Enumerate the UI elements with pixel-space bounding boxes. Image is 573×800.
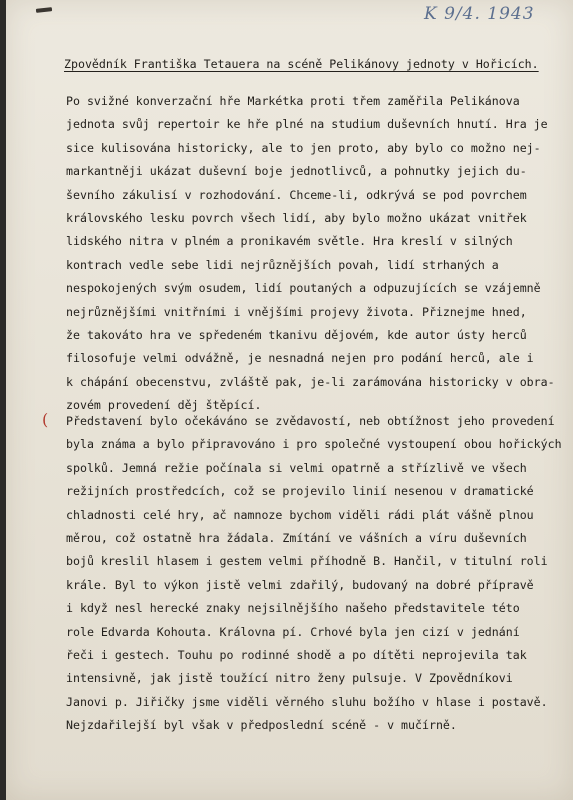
article-title: Zpovědník Františka Tetauera na scéně Pelikánovy jednoty v Hořicích. [64, 57, 539, 71]
text-line: Po svižné konverzační hře Markétka proti třem zaměřila Pelikánova [66, 94, 520, 108]
text-line: Představení bylo očekáváno se zvědavostí, neb obtížnost jeho provedení [66, 414, 555, 428]
text-line: Nejzdařilejší byl však v předposlední scéně - v mučírně. [66, 718, 457, 733]
text-line: že takováto hra ve spředeném tkanivu dějovém, kde autor ústy herců [66, 328, 527, 343]
text-line: intensivně, jak jistě toužící nitro ženy pulsuje. V Zpovědníkovi [66, 671, 513, 686]
text-line: role Edvarda Kohouta. Královna pí. Crhové byla jen cizí v jednání [66, 624, 520, 639]
text-line: byla známa a bylo připravováno i pro společné vystoupení obou hořických [66, 437, 562, 452]
text-line: královského lesku povrch všech lidí, aby bylo možno ukázat vnitřek [66, 211, 527, 226]
text-line: i když nesl herecké znaky nejsilnějšího našeho představitele této [66, 601, 520, 616]
text-line: řeči i gestech. Touhu po rodinné shodě a po dítěti neprojevila tak [66, 648, 527, 663]
red-pencil-mark: ( [42, 410, 49, 429]
paragraph-1 [66, 90, 566, 418]
text-line: režijních prostředcích, což se projevilo linií nesenou v dramatické [66, 484, 534, 499]
text-line: filosofuje velmi odvážně, je nesnadná nejen pro podání herců, ale i [66, 351, 534, 366]
text-line: krále. Byl to výkon jistě velmi zdařilý, budovaný na dobré přípravě [66, 577, 534, 592]
handwritten-date: K 9/4. 1943 [424, 4, 535, 24]
text-line: sice kulisována historicky, ale to jen proto, aby bylo co možno nej- [66, 140, 541, 155]
text-line: bojů kreslil hlasem i gestem velmi příhodně B. Hančil, v titulní roli [66, 554, 548, 569]
text-line: lidského nitra v plném a pronikavém světle. Hra kreslí v silných [66, 234, 513, 249]
text-line: k chápání obecenstvu, zvláště pak, je-li zarámována historicky v obra- [66, 374, 555, 389]
text-line: ševního zákulisí v rozhodování. Chceme-li, odkrývá se pod povrchem [66, 187, 527, 202]
paragraph-2 [66, 410, 566, 738]
text-line: zovém provedení děj štěpící. [66, 398, 262, 413]
text-line: markantněji ukázat duševní boje jednotlivců, a pohnutky jejich du- [66, 164, 527, 179]
text-line: spolků. Jemná režie počínala si velmi opatrně a střízlivě ve všech [66, 460, 527, 475]
text-line: nejrůznějšími vnitřními i vnějšími projevy života. Přiznejme hned, [66, 304, 527, 319]
ink-mark [36, 7, 52, 13]
typewritten-page [6, 0, 573, 800]
text-line: měrou, což ostatně hra žádala. Zmítání ve vášních a víru duševních [66, 531, 527, 546]
text-line: Janovi p. Jiřičky jsme viděli věrného sluhu božího v hlase i postavě. [66, 694, 548, 709]
text-line: kontrach vedle sebe lidi nejrůznějších povah, lidí strhaných a [66, 257, 499, 272]
text-line: jednota svůj repertoir ke hře plné na studium duševních hnutí. Hra je [66, 117, 548, 132]
text-line: chladnosti celé hry, ač namnoze bychom viděli rádi plát vášně plnou [66, 507, 534, 522]
text-line: nespokojených svým osudem, lidí poutaných a odpuzujících se vzájemně [66, 281, 541, 296]
